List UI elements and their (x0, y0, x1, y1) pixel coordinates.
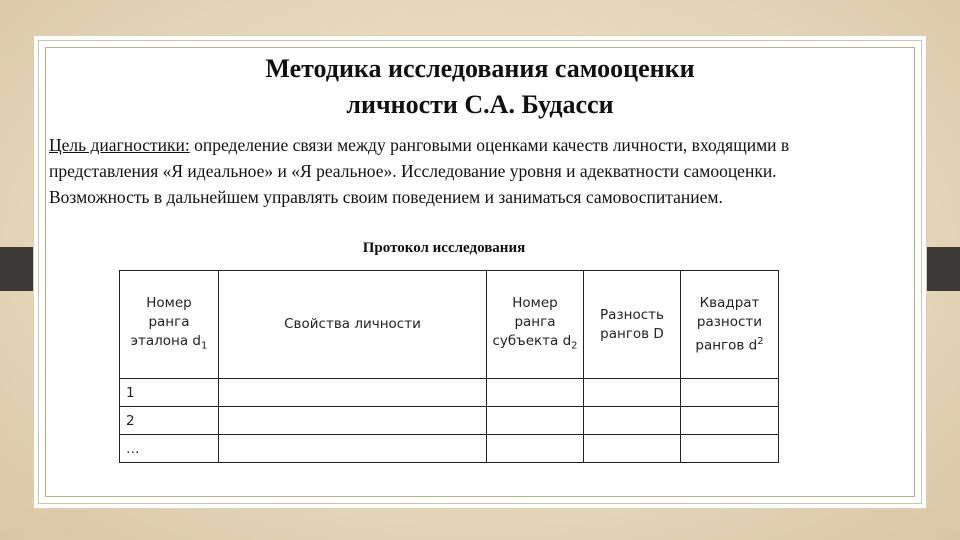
table-cell[interactable] (584, 379, 681, 407)
goal-text-3: Возможность в дальнейшем управлять своим поведением и заниматься самовоспитанием. (49, 187, 723, 207)
header-reference-rank: Номер ранга эталона $d_1$ (120, 271, 219, 379)
table-header-row (120, 271, 779, 379)
row-number: … (120, 435, 219, 463)
table-row (120, 435, 779, 463)
goal-text-1: определение связи между ранговыми оценками качеств личности, входящими в (189, 135, 790, 155)
slide-title (39, 51, 921, 123)
table-cell[interactable] (487, 407, 584, 435)
header-rank-difference: Разность рангов D (584, 271, 681, 379)
table-cell[interactable] (584, 435, 681, 463)
table-cell[interactable] (681, 379, 779, 407)
goal-paragraph (49, 132, 919, 210)
slide (38, 40, 922, 504)
table-row (120, 407, 779, 435)
table-cell[interactable] (219, 407, 487, 435)
row-number: 1 (120, 379, 219, 407)
table-cell[interactable] (487, 435, 584, 463)
table-cell[interactable] (681, 407, 779, 435)
goal-text-2: представления «Я идеальное» и «Я реальное». Исследование уровня и адекватности самооценки. (49, 161, 777, 181)
table-cell[interactable] (487, 379, 584, 407)
table-cell[interactable] (681, 435, 779, 463)
header-subject-rank: Номер ранга субъекта $d_2$ (487, 271, 584, 379)
protocol-table (119, 270, 779, 463)
row-number: 2 (120, 407, 219, 435)
table-cell[interactable] (219, 435, 487, 463)
goal-label: Цель диагностики: (49, 135, 190, 155)
table-row (120, 379, 779, 407)
header-personality-traits: Свойства личности (219, 271, 487, 379)
title-line-2: личности С.А. Будасси (346, 90, 614, 119)
header-squared-difference: Квадрат разности рангов $d^2$ (681, 271, 779, 379)
table-cell[interactable] (219, 379, 487, 407)
title-line-1: Методика исследования самооценки (265, 54, 695, 83)
table-cell[interactable] (584, 407, 681, 435)
protocol-title: Протокол исследования (362, 240, 526, 256)
